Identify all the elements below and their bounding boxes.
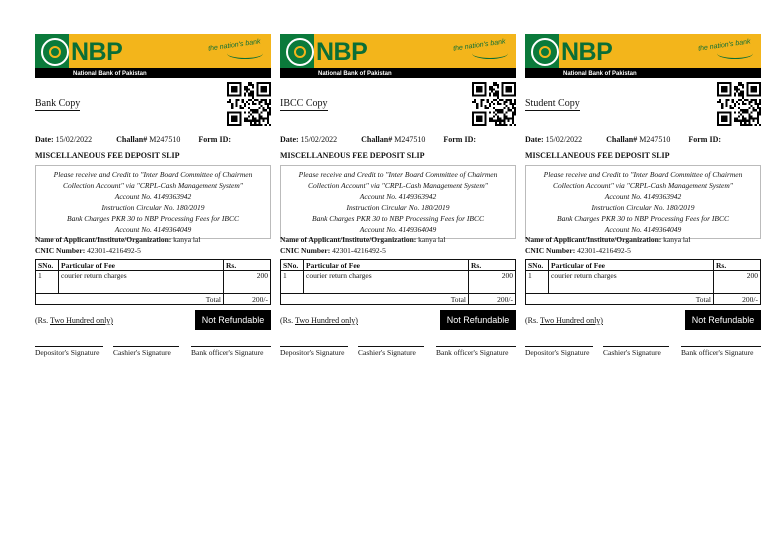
- row-amount: 200: [224, 271, 271, 294]
- not-refundable-badge: Not Refundable: [685, 310, 761, 330]
- amount-words-prefix: (Rs.: [280, 316, 294, 325]
- brand-subtitle: National Bank of Pakistan: [563, 71, 637, 77]
- fee-table: [525, 259, 761, 305]
- slip-meta-row: [525, 135, 761, 144]
- cashier-signature: Cashier's Signature: [603, 346, 669, 357]
- date-label: Date:: [280, 135, 299, 144]
- notice-line: Collection Account" via "CRPL-Cash Management System": [308, 181, 488, 190]
- bank-officer-signature: Bank officer's Signature: [436, 346, 516, 357]
- depositor-signature: Depositor's Signature: [35, 346, 103, 357]
- challan-value: M247510: [149, 135, 181, 144]
- col-particular: Particular of Fee: [304, 260, 469, 271]
- notice-line: Account No. 4149363942: [359, 192, 437, 201]
- total-label: Total: [281, 294, 469, 305]
- fee-table: [280, 259, 516, 305]
- nbp-logo-icon: [531, 38, 559, 66]
- depositor-signature: Depositor's Signature: [525, 346, 593, 357]
- date-value: 15/02/2022: [300, 135, 338, 144]
- banner-subbar: [35, 68, 271, 78]
- ibcc-copy-slip: [280, 34, 516, 357]
- cnic-value: 42301-4216492-5: [577, 246, 631, 255]
- brand-subtitle: National Bank of Pakistan: [73, 71, 147, 77]
- applicant-value: kanya lal: [663, 235, 691, 244]
- date-value: 15/02/2022: [545, 135, 583, 144]
- amount-words-value: Two Hundred only): [539, 316, 603, 325]
- notice-line: Instruction Circular No. 180/2019: [346, 203, 450, 212]
- cnic-value: 42301-4216492-5: [332, 246, 386, 255]
- amount-words-prefix: (Rs.: [525, 316, 539, 325]
- row-particular: courier return charges: [549, 271, 714, 294]
- banner-subbar: [280, 68, 516, 78]
- table-row: [526, 271, 761, 294]
- notice-line: Please receive and Credit to "Inter Board Committee of Chairmen: [298, 170, 498, 179]
- brand-tagline: the nation's bank: [698, 38, 752, 53]
- cnic-label: CNIC Number:: [525, 246, 576, 255]
- depositor-signature: Depositor's Signature: [280, 346, 348, 357]
- row-sno: 1: [281, 271, 304, 294]
- col-rs: Rs.: [224, 260, 271, 271]
- notice-line: Bank Charges PKR 30 to NBP Processing Fees for IBCC: [557, 214, 729, 223]
- table-row: [36, 271, 271, 294]
- col-sno: SNo.: [526, 260, 549, 271]
- banner-subbar: [525, 68, 761, 78]
- cashier-signature: Cashier's Signature: [358, 346, 424, 357]
- brand-tagline: the nation's bank: [208, 38, 262, 53]
- total-row: [281, 294, 516, 305]
- slip-title: MISCELLANEOUS FEE DEPOSIT SLIP: [280, 151, 425, 160]
- copy-title: Student Copy: [525, 98, 580, 109]
- applicant-row: [525, 235, 690, 244]
- col-particular: Particular of Fee: [59, 260, 224, 271]
- student-copy-slip: [525, 34, 761, 357]
- nbp-logo-text: NBP: [561, 38, 613, 66]
- notice-line: Bank Charges PKR 30 to NBP Processing Fees for IBCC: [67, 214, 239, 223]
- not-refundable-badge: Not Refundable: [440, 310, 516, 330]
- slip-meta-row: [35, 135, 271, 144]
- total-value: 200/-: [469, 294, 516, 305]
- form-id-label: Form ID:: [688, 135, 722, 144]
- credit-notice: [525, 165, 761, 239]
- applicant-row: [280, 235, 445, 244]
- total-value: 200/-: [714, 294, 761, 305]
- amount-words-value: Two Hundred only): [49, 316, 113, 325]
- applicant-value: kanya lal: [173, 235, 201, 244]
- notice-line: Instruction Circular No. 180/2019: [101, 203, 205, 212]
- notice-line: Account No. 4149364049: [604, 225, 682, 234]
- notice-line: Bank Charges PKR 30 to NBP Processing Fees for IBCC: [312, 214, 484, 223]
- applicant-label: Name of Applicant/Institute/Organization:: [280, 235, 417, 244]
- bank-officer-signature: Bank officer's Signature: [191, 346, 271, 357]
- slip-meta-row: [280, 135, 516, 144]
- fee-table-header: [526, 260, 761, 271]
- total-label: Total: [36, 294, 224, 305]
- total-row: [526, 294, 761, 305]
- qr-code-icon: [717, 82, 761, 126]
- col-sno: SNo.: [36, 260, 59, 271]
- challan-label: Challan#: [606, 135, 638, 144]
- notice-line: Collection Account" via "CRPL-Cash Management System": [63, 181, 243, 190]
- swoosh-icon: [717, 48, 753, 59]
- date-label: Date:: [525, 135, 544, 144]
- nbp-banner: [35, 34, 271, 78]
- table-row: [281, 271, 516, 294]
- notice-line: Account No. 4149364049: [359, 225, 437, 234]
- qr-code-icon: [227, 82, 271, 126]
- challan-value: M247510: [639, 135, 671, 144]
- cnic-value: 42301-4216492-5: [87, 246, 141, 255]
- cnic-label: CNIC Number:: [35, 246, 86, 255]
- total-value: 200/-: [224, 294, 271, 305]
- fee-table: [35, 259, 271, 305]
- row-amount: 200: [714, 271, 761, 294]
- amount-in-words: [525, 316, 603, 325]
- col-particular: Particular of Fee: [549, 260, 714, 271]
- form-id-label: Form ID:: [198, 135, 232, 144]
- cnic-row: [280, 246, 386, 255]
- col-rs: Rs.: [714, 260, 761, 271]
- amount-words-prefix: (Rs.: [35, 316, 49, 325]
- bank-officer-signature: Bank officer's Signature: [681, 346, 761, 357]
- notice-line: Account No. 4149364049: [114, 225, 192, 234]
- challan-value: M247510: [394, 135, 426, 144]
- row-particular: courier return charges: [59, 271, 224, 294]
- fee-table-header: [281, 260, 516, 271]
- col-rs: Rs.: [469, 260, 516, 271]
- brand-tagline: the nation's bank: [453, 38, 507, 53]
- row-sno: 1: [526, 271, 549, 294]
- nbp-logo-icon: [41, 38, 69, 66]
- slip-title: MISCELLANEOUS FEE DEPOSIT SLIP: [525, 151, 670, 160]
- challan-label: Challan#: [361, 135, 393, 144]
- amount-in-words: [280, 316, 358, 325]
- swoosh-icon: [472, 48, 508, 59]
- credit-notice: [280, 165, 516, 239]
- row-sno: 1: [36, 271, 59, 294]
- date-label: Date:: [35, 135, 54, 144]
- credit-notice: [35, 165, 271, 239]
- total-row: [36, 294, 271, 305]
- swoosh-icon: [227, 48, 263, 59]
- cashier-signature: Cashier's Signature: [113, 346, 179, 357]
- nbp-banner: [525, 34, 761, 78]
- cnic-label: CNIC Number:: [280, 246, 331, 255]
- copy-title: Bank Copy: [35, 98, 81, 109]
- nbp-logo-icon: [286, 38, 314, 66]
- notice-line: Account No. 4149363942: [604, 192, 682, 201]
- bank-copy-slip: [35, 34, 271, 357]
- notice-line: Please receive and Credit to "Inter Board Committee of Chairmen: [53, 170, 253, 179]
- notice-line: Please receive and Credit to "Inter Board Committee of Chairmen: [543, 170, 743, 179]
- form-id-label: Form ID:: [443, 135, 477, 144]
- nbp-banner: [280, 34, 516, 78]
- row-particular: courier return charges: [304, 271, 469, 294]
- cnic-row: [525, 246, 631, 255]
- notice-line: Collection Account" via "CRPL-Cash Management System": [553, 181, 733, 190]
- nbp-logo-text: NBP: [71, 38, 123, 66]
- cnic-row: [35, 246, 141, 255]
- applicant-value: kanya lal: [418, 235, 446, 244]
- brand-subtitle: National Bank of Pakistan: [318, 71, 392, 77]
- slip-title: MISCELLANEOUS FEE DEPOSIT SLIP: [35, 151, 180, 160]
- applicant-label: Name of Applicant/Institute/Organization:: [35, 235, 172, 244]
- qr-code-icon: [472, 82, 516, 126]
- fee-table-header: [36, 260, 271, 271]
- challan-label: Challan#: [116, 135, 148, 144]
- nbp-logo-text: NBP: [316, 38, 368, 66]
- amount-in-words: [35, 316, 113, 325]
- applicant-label: Name of Applicant/Institute/Organization:: [525, 235, 662, 244]
- amount-words-value: Two Hundred only): [294, 316, 358, 325]
- notice-line: Instruction Circular No. 180/2019: [591, 203, 695, 212]
- copy-title: IBCC Copy: [280, 98, 328, 109]
- not-refundable-badge: Not Refundable: [195, 310, 271, 330]
- applicant-row: [35, 235, 200, 244]
- date-value: 15/02/2022: [55, 135, 93, 144]
- row-amount: 200: [469, 271, 516, 294]
- col-sno: SNo.: [281, 260, 304, 271]
- notice-line: Account No. 4149363942: [114, 192, 192, 201]
- total-label: Total: [526, 294, 714, 305]
